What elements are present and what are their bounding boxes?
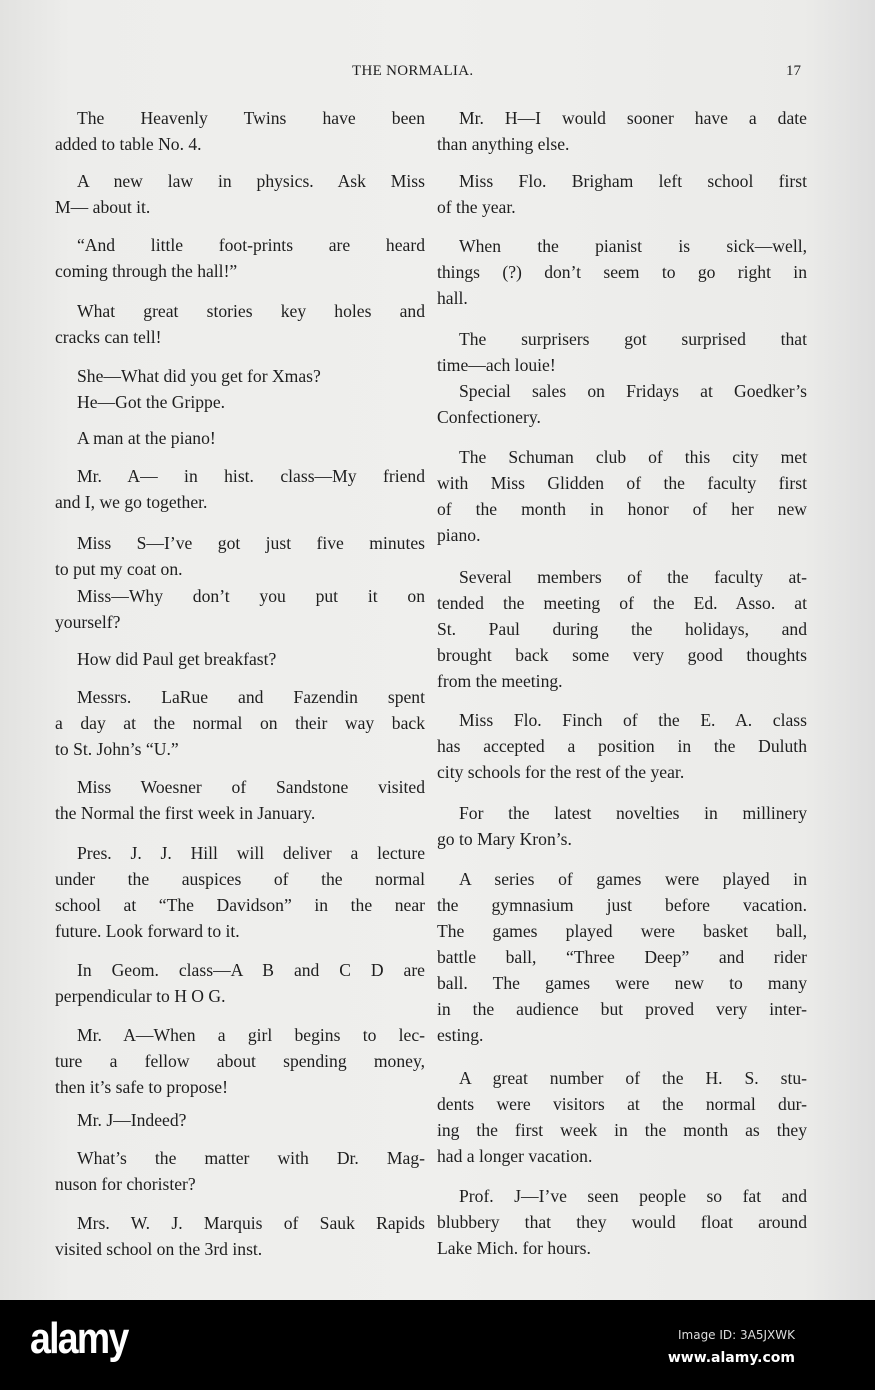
text-line: piano. [437,525,481,545]
text-line: and I, we go together. [55,492,208,512]
text-line: dents were visitors at the normal dur- [437,1094,807,1114]
paragraph [55,232,425,284]
text-line: under the auspices of the normal [55,869,425,889]
paragraph [437,233,807,311]
text-line: Mr. H—I would sooner have a date [459,108,807,128]
paragraph [437,866,807,1048]
text-line: For the latest novelties in millinery [459,803,807,823]
text-line: of the year. [437,197,516,217]
paragraph [55,168,425,220]
watermark-bar [0,1300,875,1390]
text-line: coming through the hall!” [55,261,238,281]
paragraph [55,1022,425,1100]
text-line: He—Got the Grippe. [77,392,226,412]
paragraph [437,1065,807,1169]
text-line: She—What did you get for Xmas? [77,366,321,386]
paragraph [437,378,807,430]
paragraph [437,326,807,378]
text-line: St. Paul during the holidays, and [437,619,807,639]
paragraph [437,564,807,694]
text-line: Mr. J—Indeed? [77,1110,187,1130]
paragraph [55,298,425,350]
text-line: What’s the matter with Dr. Mag- [77,1148,425,1168]
paragraph [437,444,807,548]
paragraph [437,707,807,785]
paragraph [437,105,807,157]
text-line: The games played were basket ball, [437,921,807,941]
paragraph [55,389,425,415]
paragraph [55,774,425,826]
page-number: 17 [786,63,801,79]
text-line: ture a fellow about spending money, [55,1051,425,1071]
text-line: the gymnasium just before vacation. [437,895,807,915]
text-line: in the audience but proved very inter- [437,999,807,1019]
text-line: Lake Mich. for hours. [437,1238,591,1258]
paragraph [55,840,425,944]
text-line: the Normal the first week in January. [55,803,316,823]
text-line: M— about it. [55,197,151,217]
text-line: visited school on the 3rd inst. [55,1239,263,1259]
text-line: Special sales on Fridays at Goedker’s [459,381,807,401]
text-line: A man at the piano! [77,428,216,448]
text-line: Miss Flo. Brigham left school first [459,171,807,191]
text-line: Mrs. W. J. Marquis of Sauk Rapids [77,1213,425,1233]
text-line: ball. The games were new to many [437,973,807,993]
paragraph [55,530,425,582]
text-line: What great stories key holes and [77,301,425,321]
text-line: a day at the normal on their way back [55,713,425,733]
text-line: Miss—Why don’t you put it on [77,586,425,606]
text-line: has accepted a position in the Duluth [437,736,807,756]
paragraph [437,168,807,220]
paragraph [437,800,807,852]
text-line: go to Mary Kron’s. [437,829,572,849]
text-line: The Heavenly Twins have been [77,108,425,128]
text-line: In Geom. class—A B and C D are [77,960,425,980]
paragraph [55,463,425,515]
text-line: Several members of the faculty at- [459,567,807,587]
paragraph [55,583,425,635]
text-line: ing the first week in the month as they [437,1120,807,1140]
alamy-logo: alamy [30,1314,128,1363]
text-line: “And little foot-prints are heard [77,235,425,255]
text-line: future. Look forward to it. [55,921,240,941]
text-line: Miss Woesner of Sandstone visited [77,777,425,797]
text-line: Pres. J. J. Hill will deliver a lecture [77,843,425,863]
text-line: battle ball, “Three Deep” and rider [437,947,807,967]
text-line: added to table No. 4. [55,134,202,154]
text-line: hall. [437,288,468,308]
text-line: to put my coat on. [55,559,183,579]
text-line: than anything else. [437,134,570,154]
text-line: city schools for the rest of the year. [437,762,685,782]
text-line: yourself? [55,612,121,632]
text-line: nuson for chorister? [55,1174,196,1194]
paragraph [55,425,425,451]
text-line: had a longer vacation. [437,1146,593,1166]
paragraph [55,105,425,157]
text-line: Mr. A—When a girl begins to lec- [77,1025,425,1045]
paragraph [55,1107,425,1133]
paragraph [55,684,425,762]
text-line: then it’s safe to propose! [55,1077,228,1097]
text-line: Prof. J—I’ve seen people so fat and [459,1186,807,1206]
text-line: school at “The Davidson” in the near [55,895,425,915]
paragraph [55,646,425,672]
text-line: The surprisers got surprised that [459,329,807,349]
journal-title: THE NORMALIA. [352,63,474,79]
text-line: with Miss Glidden of the faculty first [437,473,807,493]
text-line: brought back some very good thoughts [437,645,807,665]
text-line: Confectionery. [437,407,541,427]
text-line: A series of games were played in [459,869,807,889]
text-line: Miss S—I’ve got just five minutes [77,533,425,553]
text-line: tended the meeting of the Ed. Asso. at [437,593,807,613]
paragraph [437,1183,807,1261]
text-line: time—ach louie! [437,355,556,375]
text-line: A great number of the H. S. stu- [459,1068,807,1088]
text-line: to St. John’s “U.” [55,739,179,759]
text-line: When the pianist is sick—well, [459,236,807,256]
text-line: Mr. A— in hist. class—My friend [77,466,425,486]
text-line: A new law in physics. Ask Miss [77,171,425,191]
paragraph [55,957,425,1009]
text-line: perpendicular to H O G. [55,986,226,1006]
text-line: esting. [437,1025,484,1045]
text-line: blubbery that they would float around [437,1212,807,1232]
text-line: cracks can tell! [55,327,162,347]
paragraph [55,1145,425,1197]
text-line: things (?) don’t seem to go right in [437,262,807,282]
site-url: www.alamy.com [667,1350,795,1366]
text-line: of the month in honor of her new [437,499,807,519]
text-line: The Schuman club of this city met [459,447,807,467]
paragraph [55,1210,425,1262]
image-id: Image ID: 3A5JXWK [677,1328,795,1342]
text-line: Miss Flo. Finch of the E. A. class [459,710,807,730]
paragraph [55,363,425,389]
text-line: from the meeting. [437,671,563,691]
text-line: Messrs. LaRue and Fazendin spent [77,687,425,707]
text-line: How did Paul get breakfast? [77,649,277,669]
